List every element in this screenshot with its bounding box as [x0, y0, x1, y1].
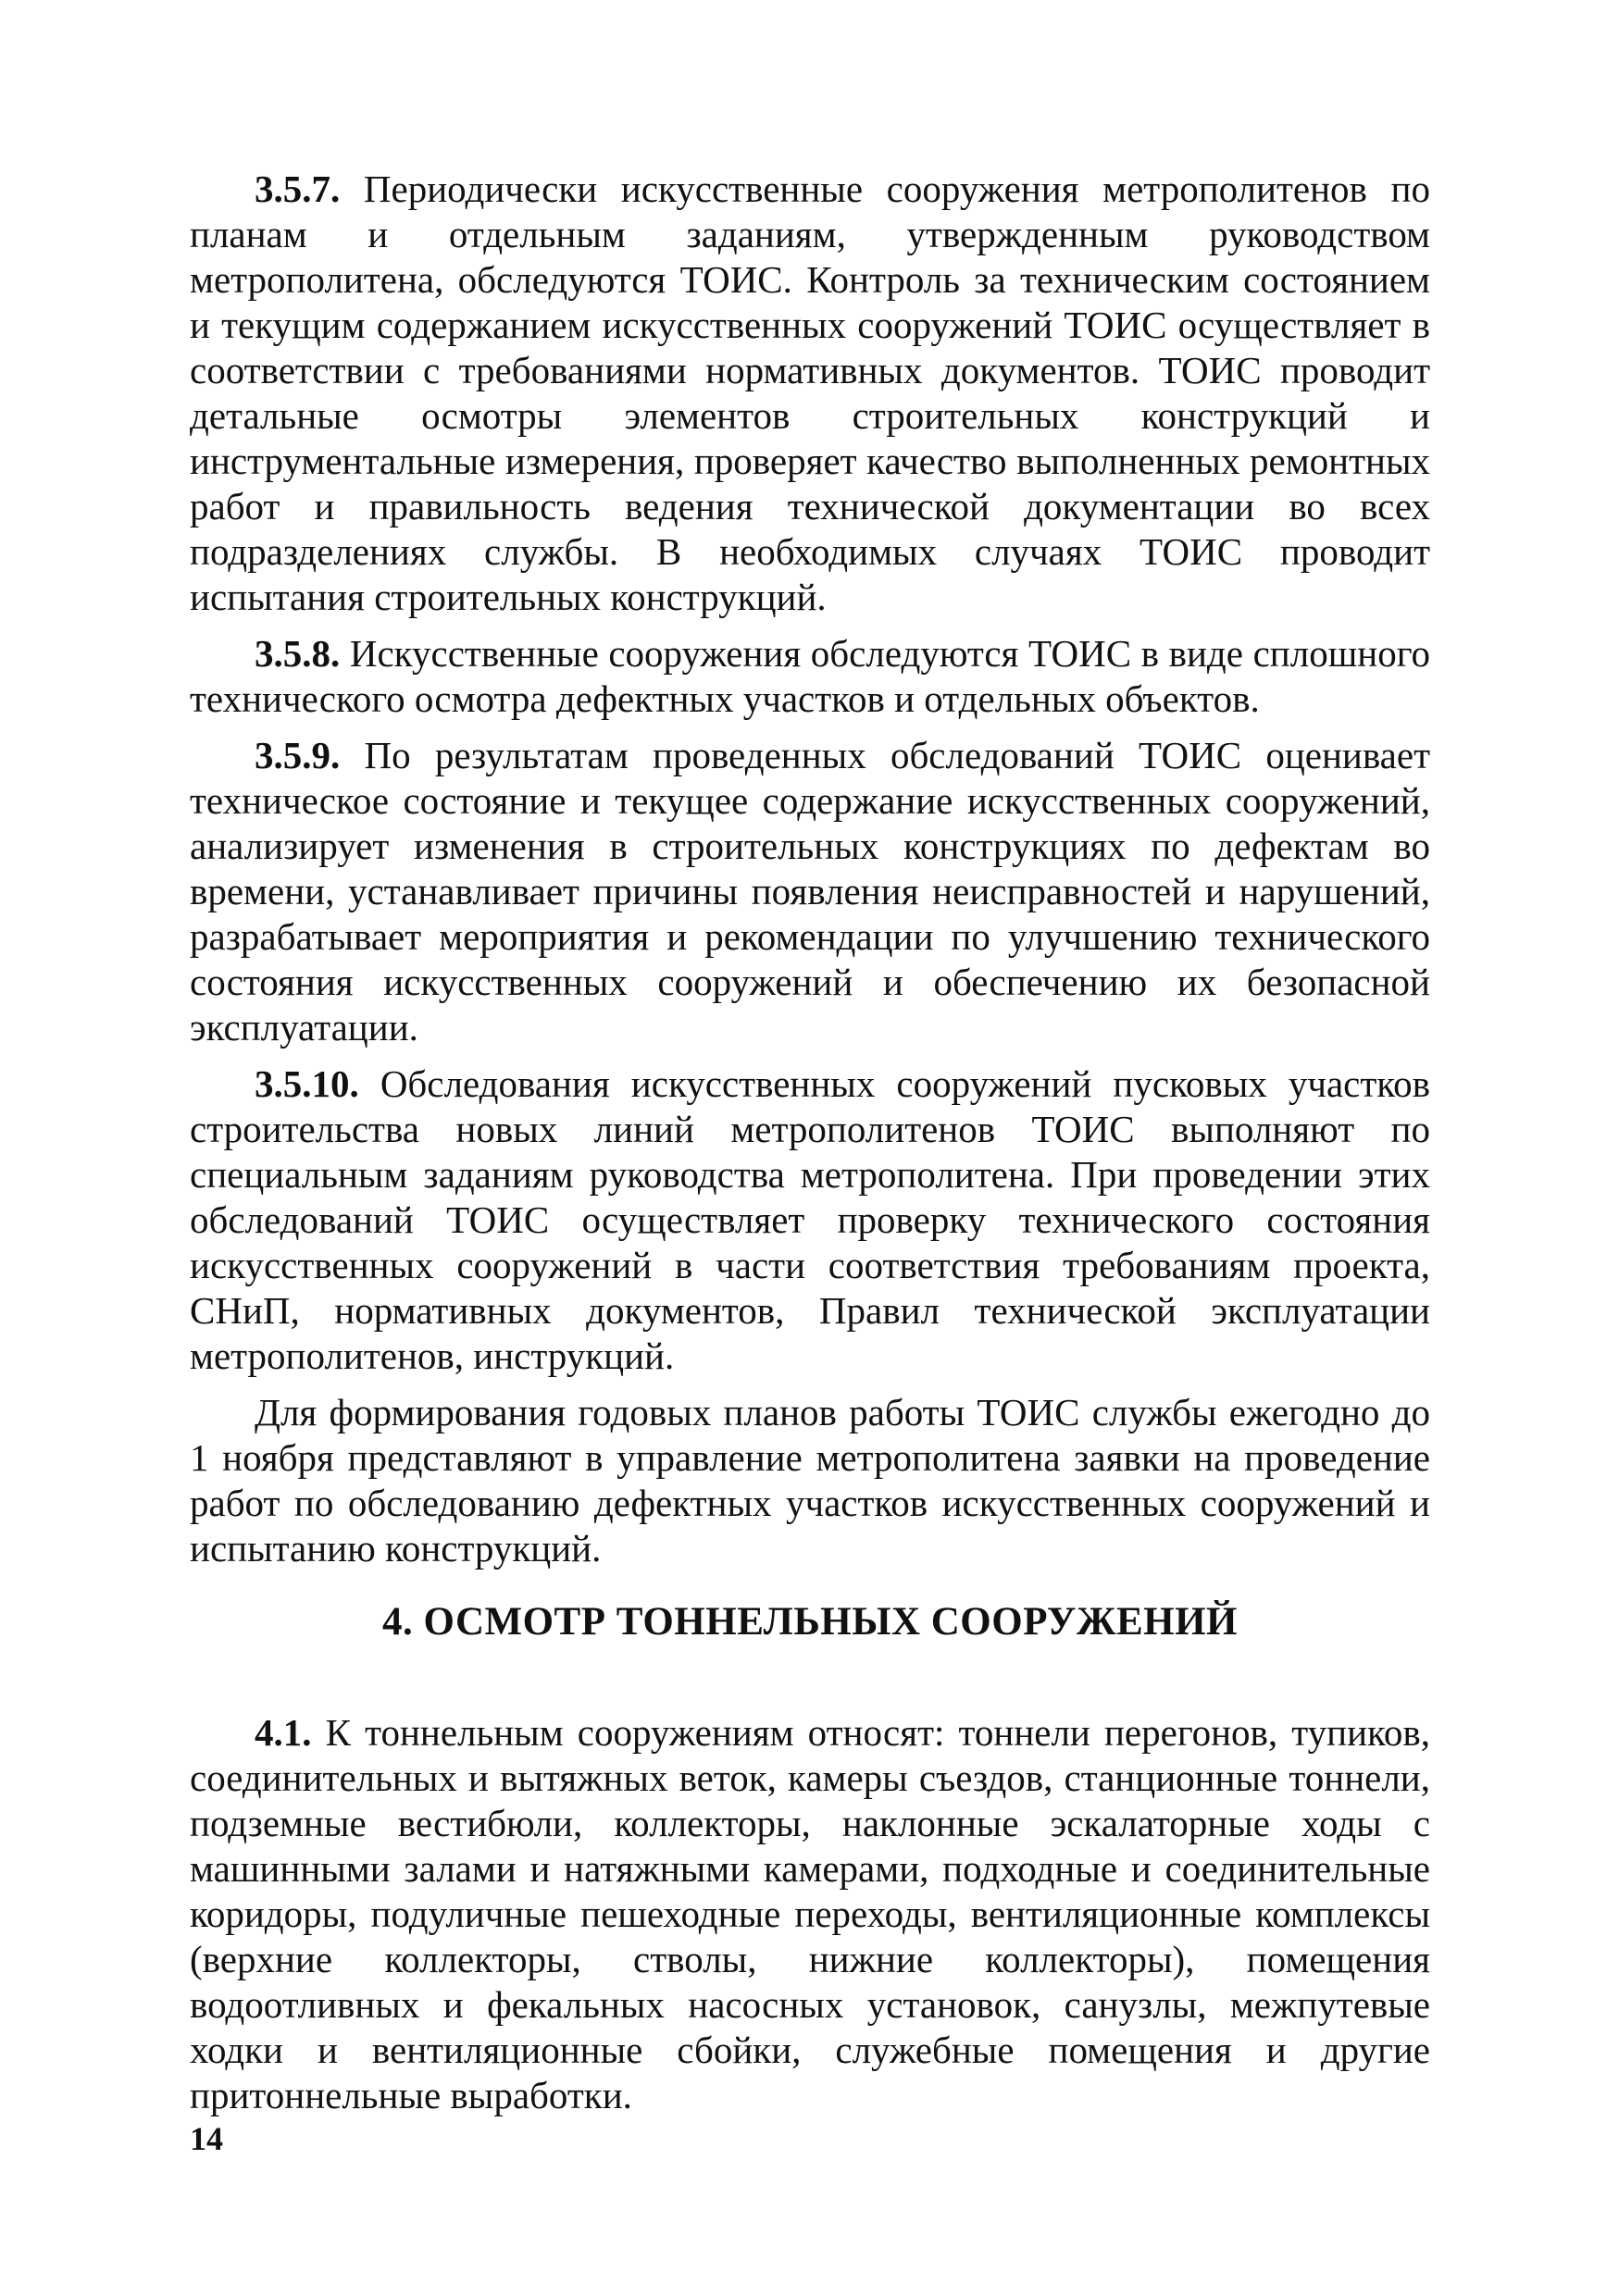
paragraph-number: 3.5.7. — [255, 168, 341, 210]
paragraph-text: Для формирования годовых планов работы ТОИС службы ежегодно до 1 ноября представляют в управление метрополитена заявки на проведение работ по обследованию дефектных участков искусственных сооружений и испытанию конструкций. — [190, 1391, 1430, 1570]
paragraph-3-5-8 — [190, 631, 1430, 722]
paragraph-4-1 — [190, 1710, 1430, 2118]
document-body — [190, 167, 1430, 1582]
page-number: 14 — [190, 2120, 223, 2157]
section-title: 4. ОСМОТР ТОННЕЛЬНЫХ СООРУЖЕНИЙ — [381, 1600, 1238, 1644]
section-body — [190, 1710, 1430, 2129]
paragraph-text: По результатам проведенных обследований ТОИС оценивает техническое состояние и текущее содержание искусственных сооружений, анализирует изменения в строительных конструкциях по дефектам во времени, устанавливает причины появления неисправностей и нарушений, разрабатывает мероприятия и рекомендации по улучшению технического состояния искусственных сооружений и обеспечению их безопасной эксплуатации. — [190, 734, 1430, 1049]
paragraph-number: 3.5.9. — [255, 734, 341, 776]
paragraph-text: Обследования искусственных сооружений пусковых участков строительства новых линий метрополитенов ТОИС выполняют по специальным заданиям руководства метрополитена. При проведении этих обследований ТОИС осуществляет проверку технического состояния искусственных сооружений в части соответствия требованиям проекта, СНиП, нормативных документов, Правил технической эксплуатации метрополитенов, инструкций. — [190, 1062, 1430, 1377]
paragraph-text: Искусственные сооружения обследуются ТОИС в виде сплошного технического осмотра дефектных участков и отдельных объектов. — [190, 632, 1430, 720]
paragraph-3-5-10 — [190, 1061, 1430, 1379]
paragraph-3-5-9 — [190, 733, 1430, 1050]
paragraph-number: 4.1. — [255, 1711, 312, 1754]
paragraph-text: К тоннельным сооружениям относят: тоннели перегонов, тупиков, соединительных и вытяжных веток, камеры съездов, станционные тоннели, подземные вестибюли, коллекторы, наклонные эскалаторные ходы с машинными залами и натяжными камерами, подходные и соединительные коридоры, подуличные пешеходные переходы, вентиляционные комплексы (верхние коллекторы, стволы, нижние коллекторы), помещения водоотливных и фекальных насосных установок, санузлы, межпутевые ходки и вентиляционные сбойки, служебные помещения и другие притоннельные выработки. — [190, 1711, 1430, 2116]
paragraph-number: 3.5.8. — [255, 632, 341, 675]
paragraph-3-5-7 — [190, 167, 1430, 620]
paragraph-annual-plans — [190, 1390, 1430, 1571]
paragraph-text: Периодически искусственные сооружения метрополитенов по планам и отдельным заданиям, утвержденным руководством метрополитена, обследуются ТОИС. Контроль за техническим состоянием и текущим содержанием искусственных сооружений ТОИС осуществляет в соответствии с требованиями нормативных документов. ТОИС проводит детальные осмотры элементов строительных конструкций и инструментальные измерения, проверяет качество выполненных ремонтных работ и правильность ведения технической документации во всех подразделениях службы. В необходимых случаях ТОИС проводит испытания строительных конструкций. — [190, 168, 1430, 618]
paragraph-number: 3.5.10. — [255, 1062, 359, 1105]
